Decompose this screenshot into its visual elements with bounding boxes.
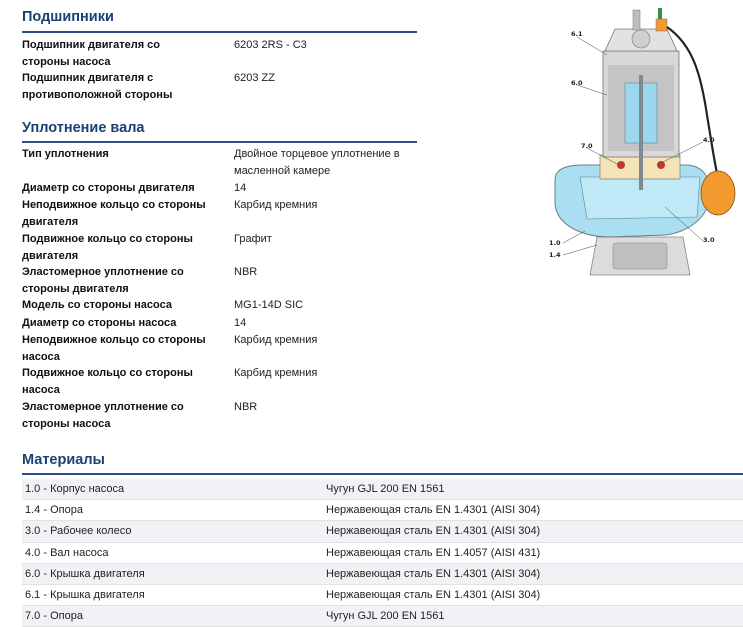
spec-label: Подшипник двигателя со стороны насоса <box>22 39 161 68</box>
material-cell: Нержавеющая сталь EN 1.4301 (AISI 304) <box>323 521 743 542</box>
spec-label: Диаметр со стороны насоса <box>22 317 177 329</box>
materials-table <box>22 479 743 627</box>
part-cell: 3.0 - Рабочее колесо <box>22 521 323 542</box>
pump-cutaway-image <box>525 5 743 290</box>
seal-divider <box>22 141 417 143</box>
seal-title: Уплотнение вала <box>22 120 145 136</box>
spec-label: Подвижное кольцо со стороны двигателя <box>22 233 193 262</box>
material-cell: Чугун GJL 200 EN 1561 <box>323 479 743 500</box>
spec-value: MG1-14D SIC <box>234 299 304 311</box>
spec-label: Неподвижное кольцо со стороны двигателя <box>22 199 206 228</box>
callout-line-1-0 <box>563 231 585 243</box>
part-cell: 6.1 - Крышка двигателя <box>22 584 323 605</box>
spec-value: Карбид кремния <box>234 367 318 379</box>
callout-6-0: 6.0 <box>571 79 583 87</box>
part-cell: 4.0 - Вал насоса <box>22 542 323 563</box>
spec-label: Модель со стороны насоса <box>22 299 172 311</box>
spec-value: 6203 2RS - C3 <box>234 39 307 51</box>
spec-value: Двойное торцевое уплотнение в масленной камере <box>234 148 400 177</box>
material-cell: Нержавеющая сталь EN 1.4301 (AISI 304) <box>323 500 743 521</box>
cable-entry <box>656 19 667 31</box>
callout-3-0: 3.0 <box>703 236 715 244</box>
spec-label: Подшипник двигателя с противоположной стороны <box>22 72 173 101</box>
cable-green <box>658 8 662 19</box>
material-cell: Нержавеющая сталь EN 1.4057 (AISI 431) <box>323 542 743 563</box>
seal-left <box>617 161 625 169</box>
cable-gland <box>633 10 640 30</box>
spec-value: Карбид кремния <box>234 334 318 346</box>
callout-4-0: 4.0 <box>703 136 715 144</box>
bearings-title: Подшипники <box>22 9 114 25</box>
spec-label: Эластомерное уплотнение со стороны насоса <box>22 401 184 430</box>
spec-label: Неподвижное кольцо со стороны насоса <box>22 334 206 363</box>
part-cell: 1.4 - Опора <box>22 500 323 521</box>
table-row <box>22 500 743 521</box>
callout-1-0: 1.0 <box>549 239 561 247</box>
seal-right <box>657 161 665 169</box>
base-opening <box>613 243 667 269</box>
callout-6-1: 6.1 <box>571 30 583 38</box>
table-row <box>22 563 743 584</box>
callout-1-4: 1.4 <box>549 251 561 259</box>
spec-value: NBR <box>234 266 258 278</box>
callout-line-6-1 <box>577 37 607 55</box>
bearings-divider <box>22 31 417 33</box>
spec-value: Графит <box>234 233 272 245</box>
material-cell: Чугун GJL 200 EN 1561 <box>323 606 743 627</box>
spec-value: 6203 ZZ <box>234 72 275 84</box>
pump-shaft <box>639 75 643 190</box>
spec-label: Диаметр со стороны двигателя <box>22 182 195 194</box>
materials-divider <box>22 473 743 475</box>
material-cell: Нержавеющая сталь EN 1.4301 (AISI 304) <box>323 563 743 584</box>
spec-value: 14 <box>234 317 247 329</box>
spec-label: Тип уплотнения <box>22 148 109 160</box>
materials-title: Материалы <box>22 452 105 468</box>
float-switch <box>701 171 735 215</box>
spec-value: NBR <box>234 401 258 413</box>
callout-line-1-4 <box>563 245 597 255</box>
pump-cutaway-svg <box>525 5 743 290</box>
part-cell: 1.0 - Корпус насоса <box>22 479 323 500</box>
part-cell: 7.0 - Опора <box>22 606 323 627</box>
material-cell: Нержавеющая сталь EN 1.4301 (AISI 304) <box>323 584 743 605</box>
part-cell: 6.0 - Крышка двигателя <box>22 563 323 584</box>
table-row <box>22 479 743 500</box>
table-row <box>22 542 743 563</box>
table-row <box>22 521 743 542</box>
spec-label: Эластомерное уплотнение со стороны двигателя <box>22 266 184 295</box>
spec-value: 14 <box>234 182 247 194</box>
callout-7-0: 7.0 <box>581 142 593 150</box>
top-bearing <box>632 30 650 48</box>
spec-label: Подвижное кольцо со стороны насоса <box>22 367 193 396</box>
table-row <box>22 606 743 627</box>
spec-value: Карбид кремния <box>234 199 318 211</box>
table-row <box>22 584 743 605</box>
